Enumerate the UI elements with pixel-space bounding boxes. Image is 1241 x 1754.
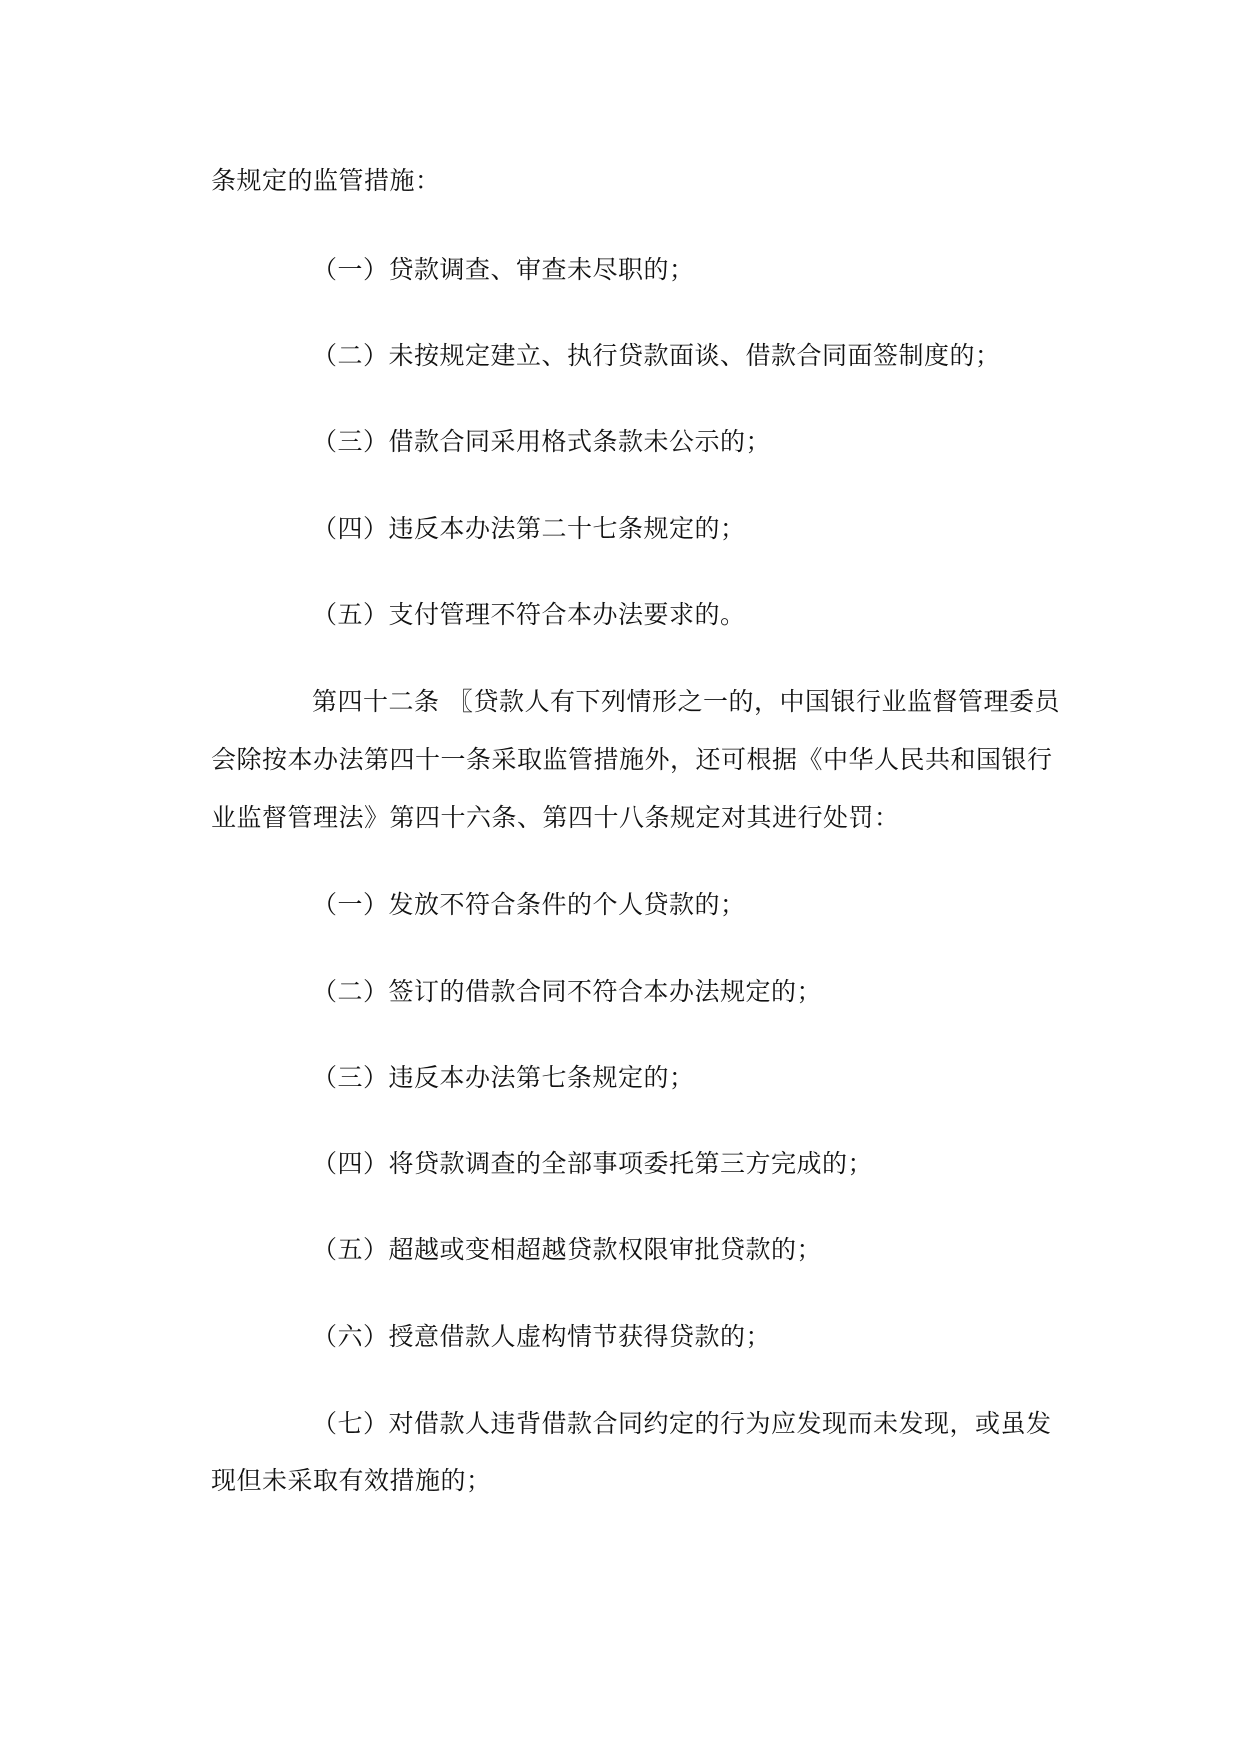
list-item: （一）贷款调查、审查未尽职的； xyxy=(312,255,695,284)
text-line: 会除按本办法第四十一条采取监管措施外，还可根据《中华人民共和国银行 xyxy=(211,745,1053,774)
list-item: （五）支付管理不符合本办法要求的。 xyxy=(312,600,746,629)
text-line: 现但未采取有效措施的； xyxy=(211,1466,492,1495)
list-item: （一）发放不符合条件的个人贷款的； xyxy=(312,890,746,919)
list-item: （五）超越或变相超越贷款权限审批贷款的； xyxy=(312,1235,823,1264)
list-item: （二）签订的借款合同不符合本办法规定的； xyxy=(312,977,823,1006)
list-item: （二）未按规定建立、执行贷款面谈、借款合同面签制度的； xyxy=(312,341,1001,370)
list-item: （七）对借款人违背借款合同约定的行为应发现而未发现，或虽发 xyxy=(312,1409,1052,1438)
list-item: （三）借款合同采用格式条款未公示的； xyxy=(312,427,772,456)
list-item: （三）违反本办法第七条规定的； xyxy=(312,1063,695,1092)
text-line: 业监督管理法》第四十六条、第四十八条规定对其进行处罚： xyxy=(211,803,900,832)
list-item: （六）授意借款人虚构情节获得贷款的； xyxy=(312,1322,772,1351)
text-line: 条规定的监管措施： xyxy=(211,166,441,195)
list-item: （四）将贷款调查的全部事项委托第三方完成的； xyxy=(312,1149,874,1178)
article-heading-line: 第四十二条 〖贷款人有下列情形之一的，中国银行业监督管理委员 xyxy=(312,687,1060,716)
list-item: （四）违反本办法第二十七条规定的； xyxy=(312,514,746,543)
